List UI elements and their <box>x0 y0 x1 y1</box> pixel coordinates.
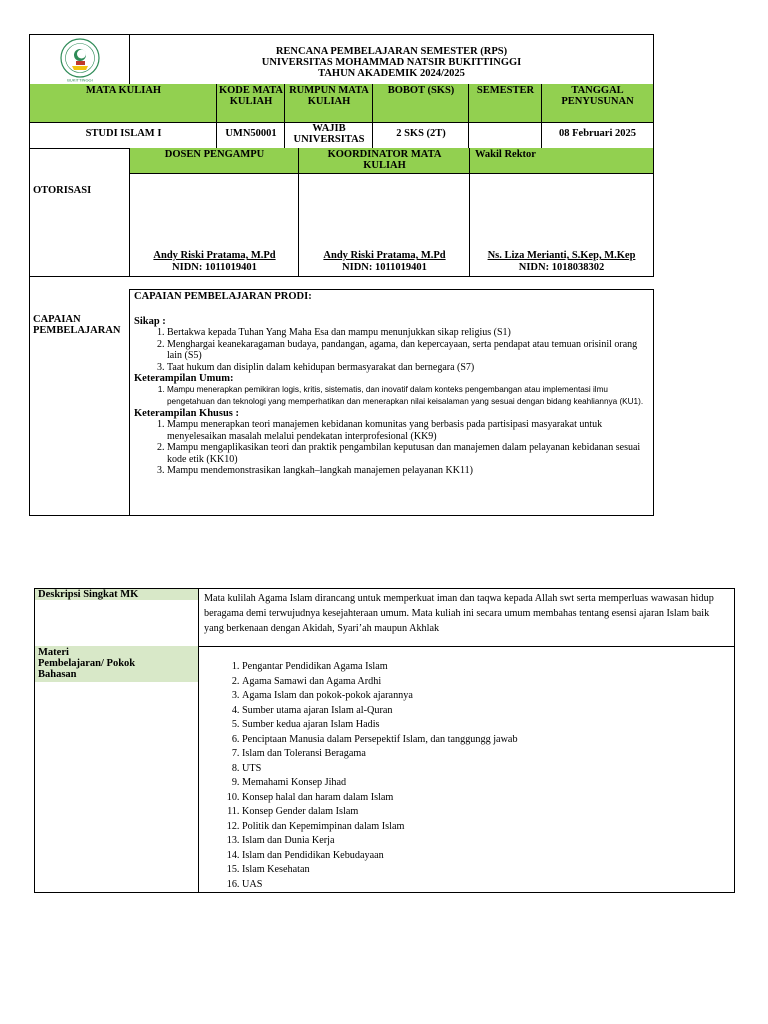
title-line-3: TAHUN AKADEMIK 2024/2025 <box>318 68 465 79</box>
signer-name: Andy Riski Pratama, M.Pd <box>323 250 446 261</box>
otorisasi-sign-wakil <box>469 173 654 277</box>
list-item: 4. Sumber utama ajaran Islam al-Quran <box>242 704 734 719</box>
materi-label-cell <box>34 646 199 893</box>
list-item: 1. Bertakwa kepada Tuhan Yang Maha Esa dan mampu menunjukkan sikap religius (S1) <box>167 327 649 339</box>
materi-list <box>199 660 734 892</box>
list-item: 9. Memahami Konsep Jihad <box>242 776 734 791</box>
keterampilan-khusus-list <box>134 419 649 477</box>
course-value-semester <box>468 122 542 149</box>
sikap-list <box>134 327 649 373</box>
list-item: 5. Sumber kedua ajaran Islam Hadis <box>242 718 734 733</box>
otorisasi-label-cell <box>29 148 130 278</box>
course-value-bobot: 2 SKS (2T) <box>372 122 469 149</box>
course-value-tanggal: 08 Februari 2025 <box>541 122 654 149</box>
list-item: 1. Mampu menerapkan pemikiran logis, kritis, sistematis, dan inovatif dalam konteks pengembangan atau implementasi ilmu pengetahuan dan teknologi yang memperhatikan dan menerapkan nilai keisalaman yang sesuai dengan bidang keahliannya (KU1). <box>167 384 649 408</box>
list-item: 7. Islam dan Toleransi Beragama <box>242 747 734 762</box>
list-item: 6. Penciptaan Manusia dalam Persepektif Islam, dan tanggungg jawab <box>242 733 734 748</box>
course-header-mata-kuliah: MATA KULIAH <box>29 84 217 123</box>
course-header-bobot: BOBOT (SKS) <box>372 84 469 123</box>
list-item: 10. Konsep halal dan haram dalam Islam <box>242 791 734 806</box>
list-item: 3. Taat hukum dan disiplin dalam kehidupan bermasyarakat dan bernegara (S7) <box>167 362 649 374</box>
otorisasi-header-wakil: Wakil Rektor <box>469 148 654 174</box>
list-item: 15. Islam Kesehatan <box>242 863 734 878</box>
document-title-cell <box>129 34 654 85</box>
signer-name: Ns. Liza Merianti, S.Kep, M.Kep <box>487 250 636 261</box>
course-header-semester: SEMESTER <box>468 84 542 123</box>
list-item: 2. Menghargai keanekaragaman budaya, pandangan, agama, dan kepercayaan, serta pendapat atau temuan orisinil orang lain (S5) <box>167 339 649 362</box>
list-item: 3. Mampu mendemonstrasikan langkah–langkah manajemen pelayanan KK11) <box>167 465 649 477</box>
deskripsi-label-cell <box>34 588 199 647</box>
deskripsi-label: Deskripsi Singkat MK <box>35 589 199 600</box>
materi-list-cell <box>198 646 735 893</box>
list-item: 8. UTS <box>242 762 734 777</box>
list-item: 14. Islam dan Pendidikan Kebudayaan <box>242 849 734 864</box>
course-value-rumpun <box>284 122 373 149</box>
course-header-tanggal-label: TANGGAL PENYUSUNAN <box>561 85 634 107</box>
list-item: 16. UAS <box>242 878 734 893</box>
list-item: 2. Mampu mengaplikasikan teori dan praktik pengambilan keputusan dan manajemen dalam pelayanan kebidanan sesuai kode etik (KK10) <box>167 442 649 465</box>
sikap-heading: Sikap : <box>134 316 166 327</box>
capaian-label-cell <box>29 277 130 516</box>
materi-label-line-2: Pembelajaran/ Pokok <box>38 658 136 669</box>
signer-nidn: NIDN: 1011019401 <box>342 262 427 273</box>
list-item: 1. Pengantar Pendidikan Agama Islam <box>242 660 734 675</box>
deskripsi-text-cell <box>198 588 735 647</box>
keterampilan-umum-list <box>134 384 649 408</box>
keterampilan-umum-heading: Keterampilan Umum: <box>134 373 234 384</box>
otorisasi-header-koordinator <box>298 148 470 174</box>
otorisasi-header-dosen: DOSEN PENGAMPU <box>129 148 299 174</box>
materi-label <box>35 646 199 682</box>
otorisasi-sign-koordinator <box>298 173 470 277</box>
course-header-tanggal <box>541 84 654 123</box>
course-header-kode-label: KODE MATA KULIAH <box>218 85 284 107</box>
list-item: 12. Politik dan Kepemimpinan dalam Islam <box>242 820 734 835</box>
course-header-rumpun <box>284 84 373 123</box>
keterampilan-khusus-heading: Keterampilan Khusus : <box>134 408 240 420</box>
capaian-label-line-1: CAPAIAN <box>33 314 81 325</box>
logo-cell <box>29 34 130 85</box>
materi-label-line-3: Bahasan <box>38 669 77 680</box>
university-seal-icon <box>50 37 110 83</box>
capaian-label-line-2: PEMBELAJARAN <box>33 325 121 336</box>
course-value-kode: UMN50001 <box>216 122 285 149</box>
list-item: 13. Islam dan Dunia Kerja <box>242 834 734 849</box>
otorisasi-header-koordinator-label: KOORDINATOR MATA KULIAH <box>327 149 442 171</box>
course-header-kode <box>216 84 285 123</box>
course-value-mata-kuliah: STUDI ISLAM I <box>29 122 217 149</box>
title-line-1: RENCANA PEMBELAJARAN SEMESTER (RPS) <box>275 46 508 57</box>
materi-label-line-1: Materi <box>38 647 69 658</box>
title-line-2: UNIVERSITAS MOHAMMAD NATSIR BUKITTINGGI <box>261 57 522 68</box>
signer-nidn: NIDN: 1011019401 <box>172 262 257 273</box>
deskripsi-text: Mata kulilah Agama Islam dirancang untuk memperkuat iman dan taqwa kepada Allah swt serta memperluas wawasan hidup beragama demi terwujudnya kesejahteraan umum. Mata kuliah ini secara umum membahas tentang esensi ajaran Islam baik yang berkenaan dengan Akidah, Syari’ah maupun Akhlak <box>204 593 714 634</box>
list-item: 11. Konsep Gender dalam Islam <box>242 805 734 820</box>
capaian-title: CAPAIAN PEMBELAJARAN PRODI: <box>134 291 312 302</box>
otorisasi-label: OTORISASI <box>33 185 92 196</box>
list-item: 3. Agama Islam dan pokok-pokok ajarannya <box>242 689 734 704</box>
signer-nidn: NIDN: 1018038302 <box>518 262 605 273</box>
course-value-rumpun-label: WAJIB UNIVERSITAS <box>293 123 365 145</box>
signer-name: Andy Riski Pratama, M.Pd <box>153 250 276 261</box>
logo-caption: BUKITTINGGI <box>67 77 93 83</box>
capaian-content-cell <box>129 289 654 516</box>
otorisasi-sign-dosen <box>129 173 299 277</box>
course-header-rumpun-label: RUMPUN MATA KULIAH <box>289 85 369 107</box>
list-item: 2. Agama Samawi dan Agama Ardhi <box>242 675 734 690</box>
list-item: 1. Mampu menerapkan teori manajemen kebidanan komunitas yang berbasis pada partisipasi masyarakat untuk menyelesaikan masalah melalui pendekatan interprofesional (KK9) <box>167 419 649 442</box>
